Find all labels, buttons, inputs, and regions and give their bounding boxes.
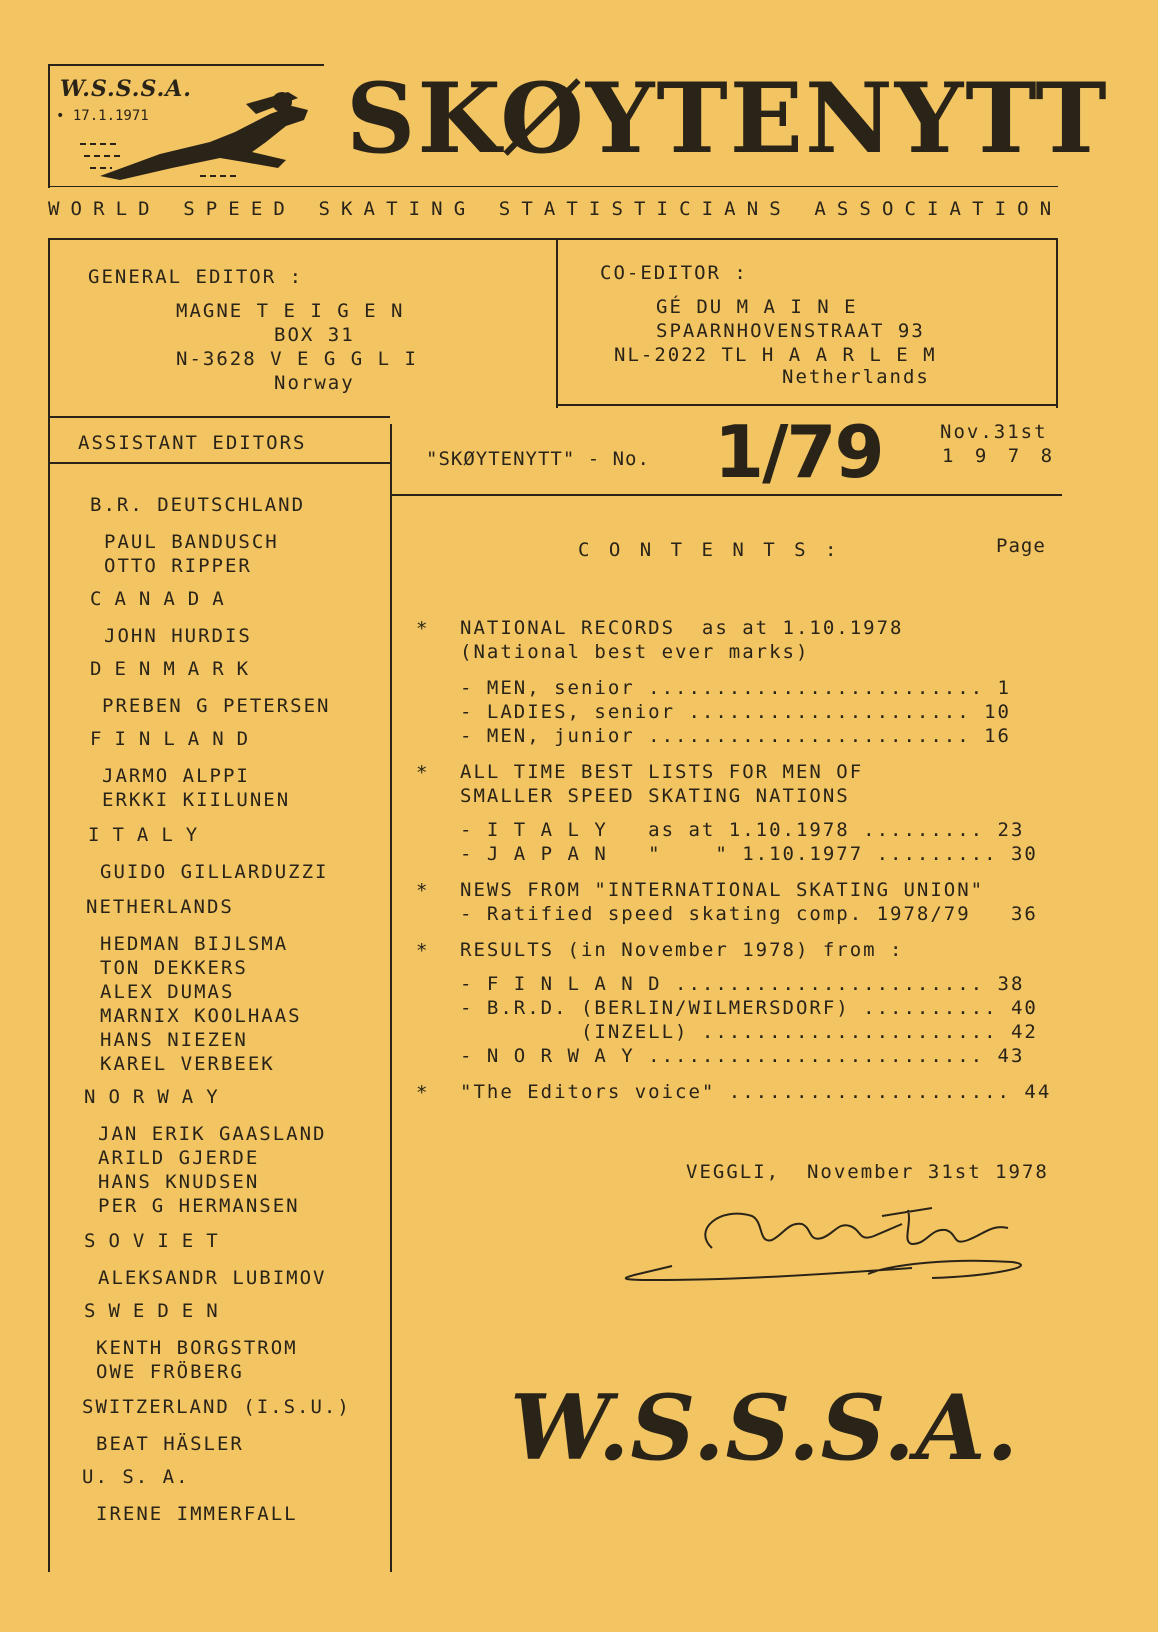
masthead-title: SKØYTENYTT: [346, 62, 1109, 175]
editor-name: ALEX DUMAS: [100, 981, 235, 1003]
country-denmark: DENMARK: [90, 658, 262, 680]
toc-entry: - J A P A N " " 1.10.1977 ......... 30: [460, 843, 1038, 865]
co-editor-street: SPAARNHOVENSTRAAT 93: [656, 320, 925, 342]
toc-subheading: SMALLER SPEED SKATING NATIONS: [460, 785, 850, 807]
co-editor-name: GÉ DU M A I N E: [656, 296, 858, 318]
editor-name: HEDMAN BIJLSMA: [100, 933, 289, 955]
country-canada: CANADA: [90, 588, 237, 610]
editor-name: ALEKSANDR LUBIMOV: [98, 1267, 327, 1289]
toc-entry: - LADIES, senior ..................... 10: [460, 701, 1011, 723]
footer-logo: W.S.S.S.A.: [510, 1375, 1019, 1481]
issue-number: 1/79: [714, 410, 883, 494]
general-editor-label: GENERAL EDITOR :: [88, 266, 304, 288]
bullet-star: *: [416, 940, 428, 962]
co-editor-city: NL-2022 TL H A A R L E M: [614, 344, 937, 366]
toc-entry: - Ratified speed skating comp. 1978/79 36: [460, 903, 1038, 925]
country-finland: FINLAND: [90, 728, 262, 750]
editor-name: JAN ERIK GAASLAND: [98, 1123, 327, 1145]
toc-entry: - B.R.D. (BERLIN/WILMERSDORF) .......... 40: [460, 997, 1038, 1019]
contents-page-label: Page: [996, 535, 1046, 557]
toc-entry: - F I N L A N D ....................... 38: [460, 973, 1025, 995]
country-switzerland: SWITZERLAND (I.S.U.): [82, 1396, 351, 1418]
editor-name: IRENE IMMERFALL: [96, 1503, 298, 1525]
country-norway: NORWAY: [84, 1086, 231, 1108]
editor-name: HANS NIEZEN: [100, 1029, 248, 1051]
assistant-editors-label: ASSISTANT EDITORS: [78, 432, 307, 454]
toc-entry: - N O R W A Y ......................... 43: [460, 1045, 1025, 1067]
logo-text: W.S.S.S.A.: [60, 76, 192, 102]
association-name: WORLD SPEED SKATING STATISTICIANS ASSOCIATION: [48, 198, 1063, 220]
bullet-star: *: [416, 618, 428, 640]
editor-name: PER G HERMANSEN: [98, 1195, 300, 1217]
editor-name: BEAT HÄSLER: [96, 1433, 244, 1455]
editor-name: ERKKI KIILUNEN: [102, 789, 291, 811]
editor-name: ARILD GJERDE: [98, 1147, 260, 1169]
toc-subheading: (National best ever marks): [460, 641, 810, 663]
toc-entry: "The Editors voice" ..................... 44: [460, 1081, 1052, 1103]
editor-name: GUIDO GILLARDUZZI: [100, 861, 329, 883]
toc-heading: ALL TIME BEST LISTS FOR MEN OF: [460, 761, 864, 783]
logo-date: • 17.1.1971: [56, 108, 149, 124]
signoff-line: VEGGLI, November 31st 1978: [686, 1161, 1049, 1183]
bullet-star: *: [416, 762, 428, 784]
issue-rule: [390, 494, 1062, 496]
general-editor-city: N-3628 V E G G L I: [176, 348, 418, 370]
editor-name: JARMO ALPPI: [102, 765, 250, 787]
speed-skater-icon: [60, 84, 320, 184]
country-brd: B.R. DEUTSCHLAND: [90, 494, 306, 516]
editor-name: KENTH BORGSTROM: [96, 1337, 298, 1359]
editor-name: PAUL BANDUSCH: [104, 531, 279, 553]
editor-name: TON DEKKERS: [100, 957, 248, 979]
editor-name: OTTO RIPPER: [104, 555, 252, 577]
country-sweden: SWEDEN: [84, 1300, 231, 1322]
country-usa: U. S. A.: [82, 1466, 190, 1488]
general-editor-name: MAGNE T E I G E N: [176, 300, 405, 322]
toc-entry: - I T A L Y as at 1.10.1978 ......... 23: [460, 819, 1025, 841]
masthead-rule: [48, 186, 1058, 187]
country-netherlands: NETHERLANDS: [86, 896, 234, 918]
editor-name: PREBEN G PETERSEN: [102, 695, 331, 717]
toc-entry: - MEN, senior ......................... 1: [460, 677, 1011, 699]
bullet-star: *: [416, 880, 428, 902]
editor-name: HANS KNUDSEN: [98, 1171, 260, 1193]
toc-heading: NEWS FROM "INTERNATIONAL SKATING UNION": [460, 879, 985, 901]
editor-name: MARNIX KOOLHAAS: [100, 1005, 302, 1027]
issue-date-line1: Nov.31st: [940, 421, 1048, 443]
editor-name: OWE FRÖBERG: [96, 1361, 244, 1383]
toc-heading: NATIONAL RECORDS as at 1.10.1978: [460, 617, 904, 639]
issue-label: "SKØYTENYTT" - No.: [426, 448, 650, 470]
toc-heading: RESULTS (in November 1978) from :: [460, 939, 904, 961]
contents-title: C O N T E N T S :: [578, 539, 841, 561]
issue-date-line2: 1 9 7 8: [942, 445, 1058, 467]
editor-name: KAREL VERBEEK: [100, 1053, 275, 1075]
co-editor-country: Netherlands: [782, 366, 930, 388]
editors-box-top: [48, 238, 1058, 240]
bullet-star: *: [416, 1082, 428, 1104]
general-editor-country: Norway: [274, 372, 355, 394]
country-soviet: SOVIET: [84, 1230, 231, 1252]
signature: [612, 1194, 1062, 1294]
general-editor-box: BOX 31: [274, 324, 355, 346]
co-editor-label: CO-EDITOR :: [600, 262, 748, 284]
country-italy: ITALY: [88, 824, 211, 846]
toc-entry: - MEN, junior ........................ 16: [460, 725, 1011, 747]
toc-entry: (INZELL) ...................... 42: [460, 1021, 1038, 1043]
editor-name: JOHN HURDIS: [104, 625, 252, 647]
